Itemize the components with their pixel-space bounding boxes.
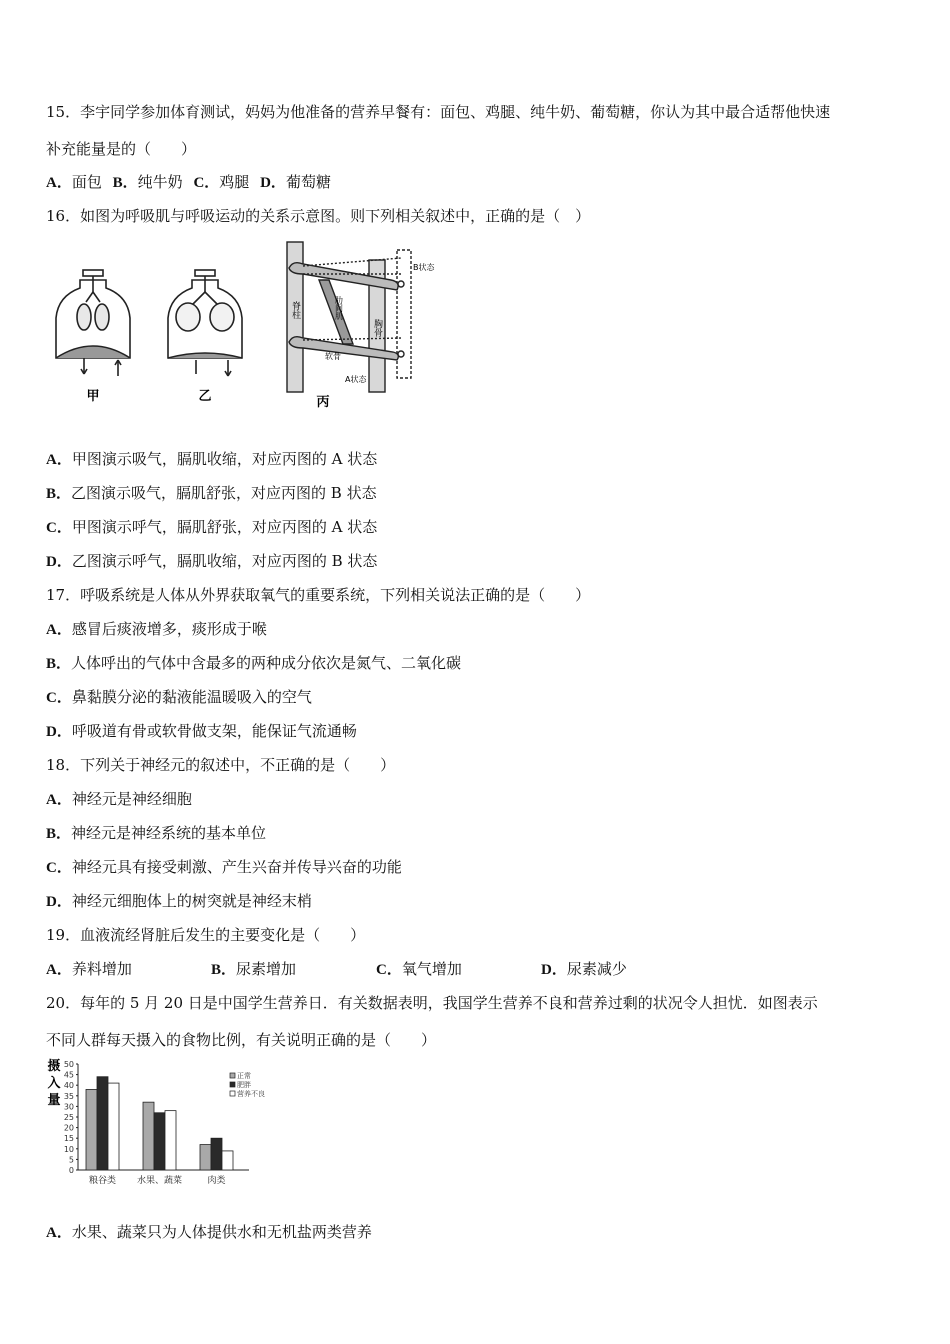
bell-jar-figure [50,262,250,406]
q19-option-c[interactable]: C．氧气增加 [376,960,462,978]
chart-x-ticks [89,1174,226,1186]
chart-y-tick-label: 20 [63,1123,74,1133]
q17-option-b[interactable]: B．人体呼出的气体中含最多的两种成分依次是氮气、二氧化碳 [46,654,462,672]
q16-stem: 16．如图为呼吸肌与呼吸运动的关系示意图。则下列相关叙述中，正确的是（ ） [46,207,591,225]
chart-bar [108,1083,119,1170]
chart-legend-label: 正常 [237,1072,251,1080]
q20-option-a[interactable]: A．水果、蔬菜只为人体提供水和无机盐两类营养 [46,1223,372,1241]
q15-option-b[interactable]: B．纯牛奶 [112,173,183,191]
chart-y-tick-label: 40 [63,1081,74,1091]
label-bing: 丙 [316,395,330,410]
q19-option-b[interactable]: B．尿素增加 [211,960,297,978]
food-intake-bar-chart [44,1058,284,1194]
q16-option-c[interactable]: C．甲图演示呼气，膈肌舒张，对应丙图的 A 状态 [46,518,378,536]
label-sternum: 胸骨 [372,319,382,337]
q15-stem-line1: 15．李宇同学参加体育测试，妈妈为他准备的营养早餐有：面包、鸡腿、纯牛奶、葡萄糖，你认为其中最合适帮他快速 [46,103,831,121]
q19-option-a[interactable]: A．养料增加 [46,960,132,978]
q19-option-d[interactable]: D．尿素减少 [541,960,627,978]
label-cartilage: 软骨 [325,352,341,361]
chart-ylabel [47,1058,60,1108]
chart-bar [97,1077,108,1170]
chart-bar [165,1111,176,1170]
chart-y-tick-label: 10 [63,1144,74,1154]
rib-model-figure [283,240,443,412]
chart-legend-label: 营养不良 [237,1090,265,1098]
q16-option-b[interactable]: B．乙图演示吸气，膈肌舒张，对应丙图的 B 状态 [46,484,377,502]
chart-y-tick-label: 30 [63,1102,74,1112]
chart-y-tick-label: 0 [68,1166,74,1175]
q18-option-c[interactable]: C．神经元具有接受刺激、产生兴奋并传导兴奋的功能 [46,858,402,876]
chart-bar [143,1102,154,1170]
chart-y-tick-label: 5 [68,1155,74,1165]
label-b-state: B状态 [413,263,435,272]
chart-y-tick-label: 25 [63,1113,74,1122]
chart-x-tick-label: 水果、蔬菜 [136,1176,183,1186]
chart-y-tick-label: 50 [63,1060,74,1069]
chart-bar [154,1113,165,1170]
chart-y-tick-label: 45 [63,1070,74,1080]
chart-ylabel-char: 摄 [47,1059,61,1074]
q15-stem-line2: 补充能量是的（ ） [46,140,197,158]
q15-option-c[interactable]: C．鸡腿 [193,173,250,191]
chart-ylabel-char: 量 [47,1093,61,1108]
q18-option-d[interactable]: D．神经元细胞体上的树突就是神经末梢 [46,892,312,910]
chart-x-tick-label: 肉类 [207,1176,226,1186]
q16-option-d[interactable]: D．乙图演示呼气，膈肌收缩，对应丙图的 B 状态 [46,552,378,570]
chart-legend-swatch [230,1091,235,1096]
bell-jar-jia [56,270,130,376]
q19-stem: 19．血液流经肾脏后发生的主要变化是（ ） [46,926,366,944]
chart-legend-swatch [230,1082,235,1087]
q15-option-d[interactable]: D．葡萄糖 [260,173,331,191]
chart-x-tick-label: 粮谷类 [88,1176,117,1186]
q19-options [46,959,706,980]
chart-ylabel-char: 入 [47,1076,61,1091]
chart-legend-label: 肥胖 [237,1081,251,1089]
q16-option-a[interactable]: A．甲图演示吸气，膈肌收缩，对应丙图的 A 状态 [46,450,378,468]
label-spine: 脊柱 [290,301,300,319]
chart-bars [86,1077,233,1170]
label-a-state: A状态 [345,375,367,384]
chart-bar [222,1151,233,1170]
chart-legend [230,1071,265,1098]
q18-stem: 18．下列关于神经元的叙述中，不正确的是（ ） [46,756,396,774]
q18-option-a[interactable]: A．神经元是神经细胞 [46,790,192,808]
q20-stem-line2: 不同人群每天摄入的食物比例，有关说明正确的是（ ） [46,1031,437,1049]
chart-bar [86,1089,97,1170]
q15-option-a[interactable]: A．面包 [46,173,102,191]
chart-y-tick-label: 35 [63,1091,74,1101]
chart-bar [200,1145,211,1170]
chart-y-ticks [64,1060,78,1175]
q15-options [46,172,337,193]
chart-y-tick-label: 15 [63,1134,74,1144]
label-jia: 甲 [86,389,100,404]
q17-option-c[interactable]: C．鼻黏膜分泌的黏液能温暖吸入的空气 [46,688,312,706]
label-yi: 乙 [198,389,212,404]
q20-stem-line1: 20．每年的 5 月 20 日是中国学生营养日．有关数据表明，我国学生营养不良和营养过剩的状况令人担忧．如图表示 [46,994,818,1012]
label-rib-muscle: 肋间肌 [334,296,344,320]
q17-option-d[interactable]: D．呼吸道有骨或软骨做支架，能保证气流通畅 [46,722,357,740]
chart-legend-swatch [230,1073,235,1078]
q17-option-a[interactable]: A．感冒后痰液增多，痰形成于喉 [46,620,267,638]
bell-jar-yi [168,270,242,376]
chart-bar [211,1138,222,1170]
q18-option-b[interactable]: B．神经元是神经系统的基本单位 [46,824,267,842]
q17-stem: 17．呼吸系统是人体从外界获取氧气的重要系统，下列相关说法正确的是（ ） [46,586,591,604]
